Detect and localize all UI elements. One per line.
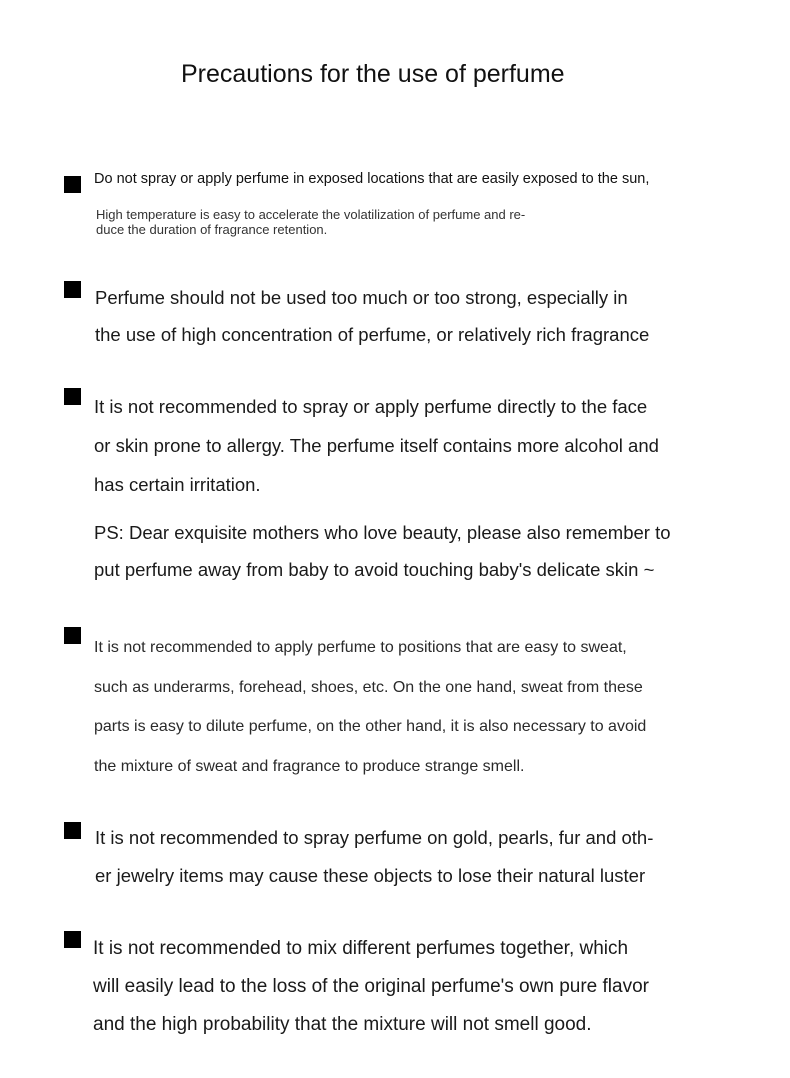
square-bullet-icon (64, 931, 81, 948)
text-line: It is not recommended to spray perfume on gold, pearls, fur and oth- (95, 827, 654, 848)
text-line: Perfume should not be used too much or too strong, especially in (95, 287, 628, 308)
text-line: parts is easy to dilute perfume, on the other hand, it is also necessary to avoid (94, 718, 647, 735)
page-title: Precautions for the use of perfume (181, 60, 565, 88)
item-text (95, 279, 649, 353)
text-line: the mixture of sweat and fragrance to produce strange smell. (94, 757, 525, 775)
text-line: High temperature is easy to accelerate the volatilization of perfume and re- (96, 207, 526, 222)
ps-note (94, 514, 671, 588)
item-detail-text (96, 207, 525, 237)
item-text (95, 819, 653, 895)
text-line: will easily lead to the loss of the original perfume's own pure flavor (93, 976, 649, 997)
item-lead-text: Do not spray or apply perfume in exposed locations that are easily exposed to the sun, (94, 171, 650, 187)
item-text (94, 628, 646, 786)
text-line: has certain irritation. (94, 474, 261, 495)
text-line: or skin prone to allergy. The perfume itself contains more alcohol and (94, 435, 659, 456)
square-bullet-icon (64, 281, 81, 298)
text-line: such as underarms, forehead, shoes, etc. On the one hand, sweat from these (94, 678, 643, 696)
text-line: er jewelry items may cause these objects to lose their natural luster (95, 865, 646, 886)
item-text (93, 930, 649, 1044)
text-line: It is not recommended to apply perfume to positions that are easy to sweat, (94, 639, 627, 656)
text-line: PS: Dear exquisite mothers who love beauty, please also remember to (94, 522, 671, 543)
text-line: put perfume away from baby to avoid touching baby's delicate skin ~ (94, 559, 655, 580)
square-bullet-icon (64, 627, 81, 644)
text-line: the use of high concentration of perfume, or relatively rich fragrance (95, 324, 650, 345)
square-bullet-icon (64, 822, 81, 839)
text-line: and the high probability that the mixture will not smell good. (93, 1014, 592, 1035)
square-bullet-icon (64, 176, 81, 193)
item-text (94, 387, 659, 504)
text-line: It is not recommended to spray or apply perfume directly to the face (94, 396, 648, 417)
text-line: It is not recommended to mix different perfumes together, which (93, 938, 629, 959)
square-bullet-icon (64, 388, 81, 405)
text-line: duce the duration of fragrance retention. (96, 222, 328, 237)
